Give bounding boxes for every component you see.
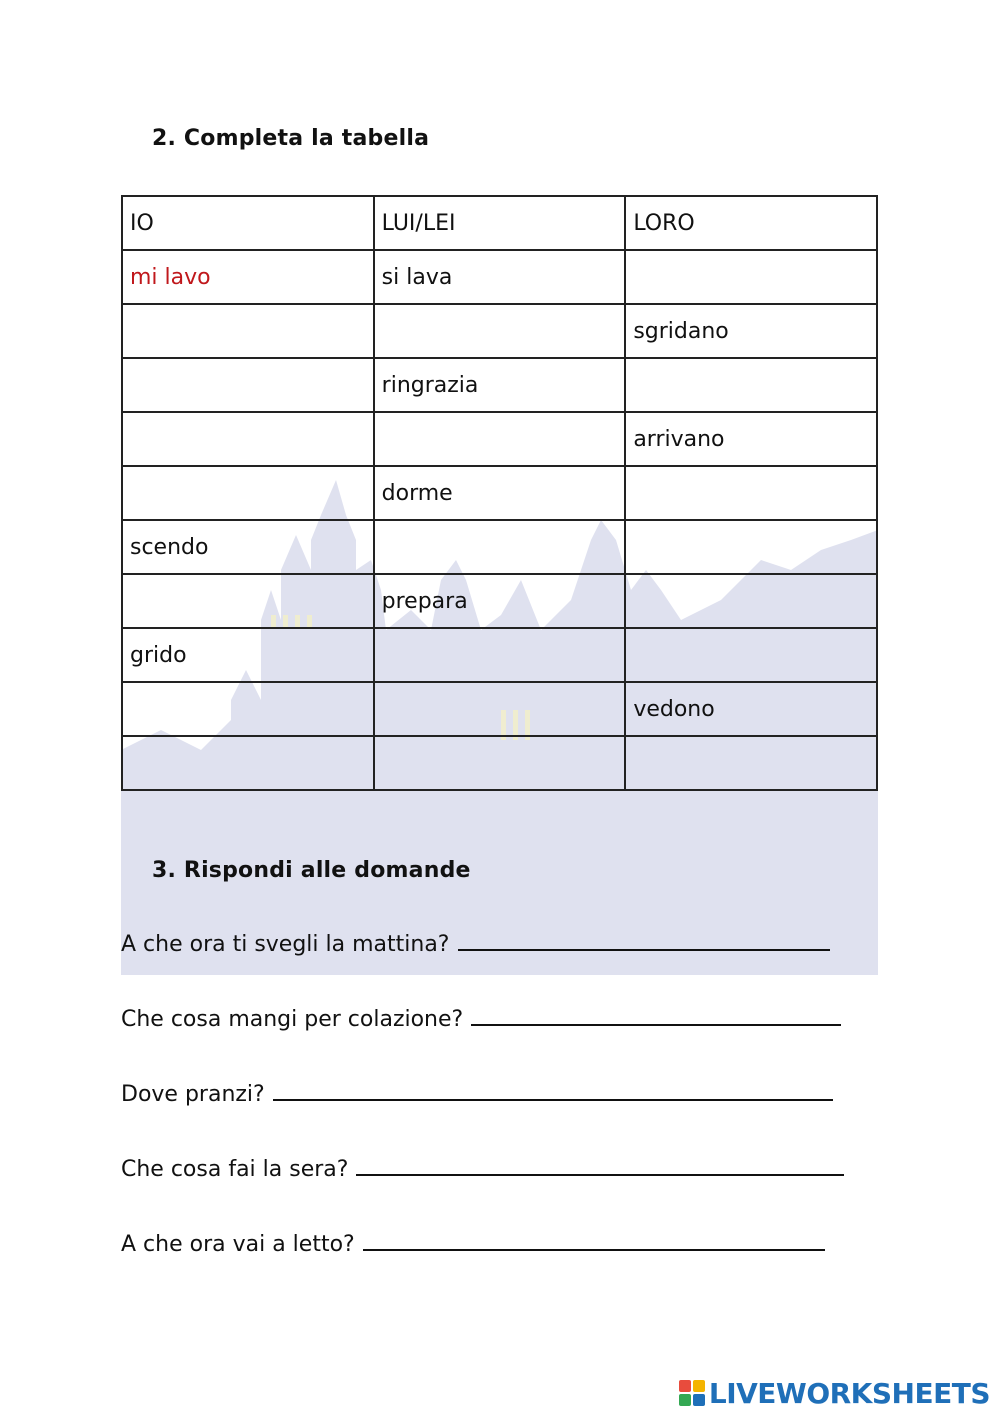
question-item (121, 1157, 844, 1182)
table-cell-blank[interactable] (122, 736, 374, 790)
table-cell-blank[interactable] (374, 682, 626, 736)
section-2-title: 2. Completa la tabella (152, 126, 430, 151)
table-cell-blank[interactable] (122, 682, 374, 736)
question-text: A che ora vai a letto? (121, 1232, 355, 1257)
table-cell-blank[interactable] (625, 736, 877, 790)
table-cell-blank[interactable] (122, 358, 374, 412)
question-text: A che ora ti svegli la mattina? (121, 932, 450, 957)
table-cell-blank[interactable] (122, 466, 374, 520)
table-cell: si lava (374, 250, 626, 304)
table-cell-blank[interactable] (625, 520, 877, 574)
table-cell-blank[interactable] (122, 304, 374, 358)
table-cell: scendo (122, 520, 374, 574)
table-cell-blank[interactable] (625, 250, 877, 304)
answer-line[interactable] (273, 1083, 833, 1101)
logo-text: LIVEWORKSHEETS (708, 1376, 990, 1410)
table-cell: vedono (625, 682, 877, 736)
table-cell-blank[interactable] (625, 358, 877, 412)
table-cell-blank[interactable] (374, 736, 626, 790)
table-cell-blank[interactable] (625, 466, 877, 520)
table-cell: arrivano (625, 412, 877, 466)
answer-line[interactable] (356, 1158, 844, 1176)
header-io: IO (122, 196, 374, 250)
answer-line[interactable] (363, 1233, 825, 1251)
table-cell-blank[interactable] (374, 520, 626, 574)
table-cell-blank[interactable] (122, 574, 374, 628)
table-cell-blank[interactable] (625, 574, 877, 628)
table-cell-blank[interactable] (374, 304, 626, 358)
table-row (122, 250, 877, 304)
question-item (121, 1007, 841, 1032)
answer-line[interactable] (471, 1008, 841, 1026)
table-cell-blank[interactable] (625, 628, 877, 682)
logo-mark-icon (679, 1380, 705, 1406)
table-row (122, 628, 877, 682)
table-cell: prepara (374, 574, 626, 628)
table-row (122, 682, 877, 736)
table-row (122, 412, 877, 466)
table-row (122, 466, 877, 520)
table-cell-blank[interactable] (374, 628, 626, 682)
table-cell: mi lavo (122, 250, 374, 304)
table-row (122, 574, 877, 628)
header-loro: LORO (625, 196, 877, 250)
table-cell: ringrazia (374, 358, 626, 412)
table-row (122, 520, 877, 574)
table-row (122, 358, 877, 412)
table-row (122, 304, 877, 358)
table-cell-blank[interactable] (374, 412, 626, 466)
table-cell: grido (122, 628, 374, 682)
answer-line[interactable] (458, 933, 830, 951)
table-cell: dorme (374, 466, 626, 520)
question-text: Che cosa fai la sera? (121, 1157, 349, 1182)
question-text: Che cosa mangi per colazione? (121, 1007, 464, 1032)
question-item (121, 932, 830, 957)
header-lui-lei: LUI/LEI (374, 196, 626, 250)
question-text: Dove pranzi? (121, 1082, 265, 1107)
question-item (121, 1232, 825, 1257)
table-cell: sgridano (625, 304, 877, 358)
conjugation-table (121, 195, 878, 791)
section-3-title: 3. Rispondi alle domande (152, 858, 471, 883)
table-header-row (122, 196, 877, 250)
question-item (121, 1082, 833, 1107)
table-row (122, 736, 877, 790)
table-cell-blank[interactable] (122, 412, 374, 466)
liveworksheets-logo (679, 1376, 990, 1410)
